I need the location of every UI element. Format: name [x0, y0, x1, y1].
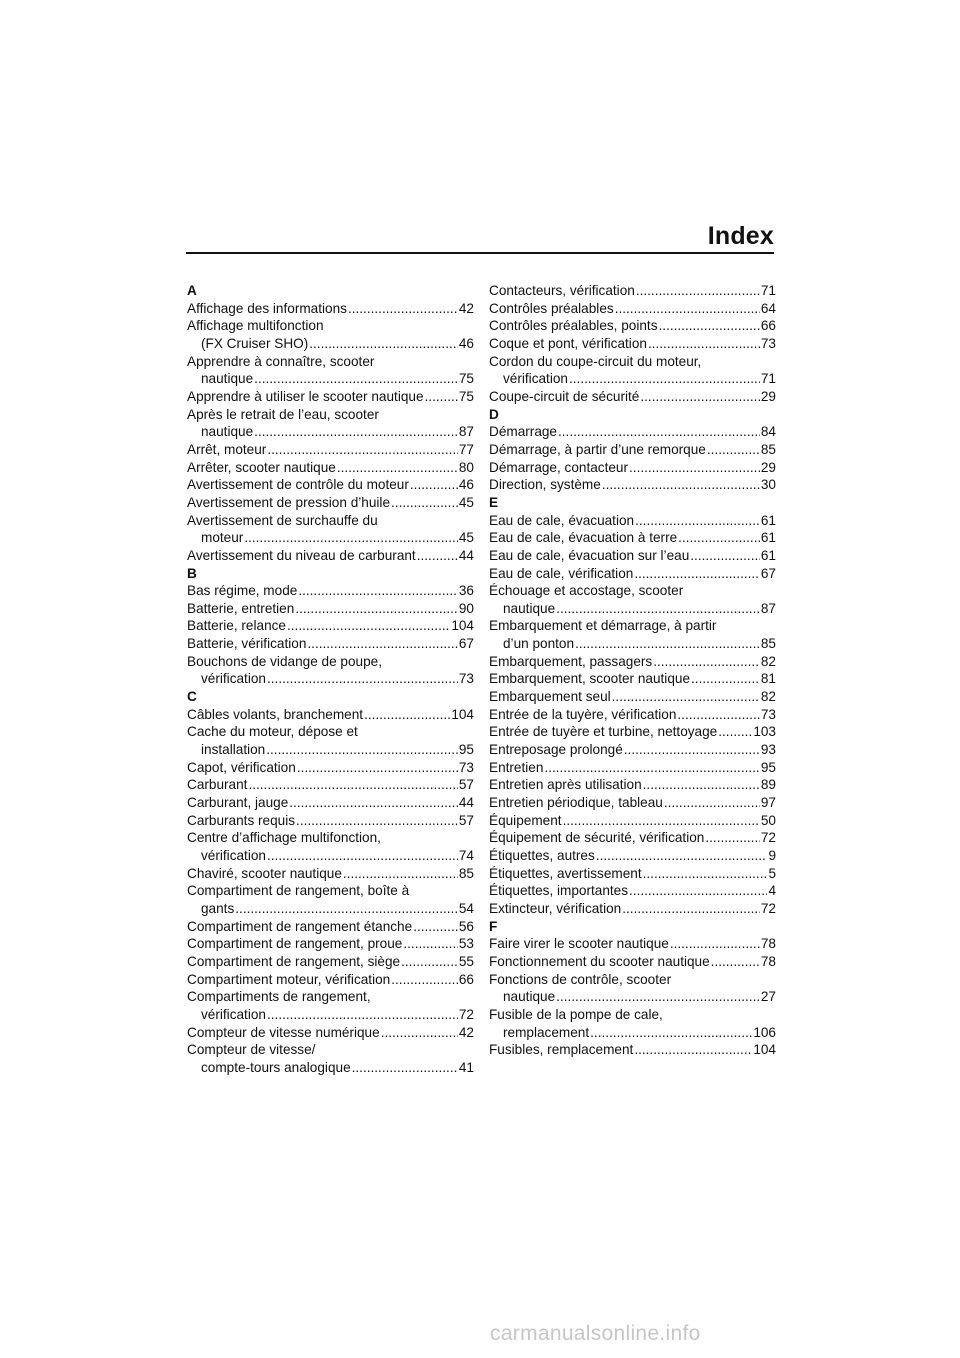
entry-text: Embarquement, scooter nautique	[489, 671, 691, 687]
dot-leader	[648, 335, 760, 353]
dot-leader	[556, 988, 760, 1006]
entry-text: Équipement	[489, 812, 562, 828]
page-number: 75	[458, 371, 474, 387]
dot-leader	[718, 723, 752, 741]
page-number: 72	[760, 830, 776, 846]
index-entry-line: Bouchons de vidange de poupe,	[187, 653, 383, 669]
index-entry-line: Compartiment de rangement, boîte à	[187, 883, 410, 899]
index-entry	[187, 1059, 474, 1077]
entry-text: Étiquettes, avertissement	[489, 865, 642, 881]
page-number: 55	[458, 953, 474, 969]
page-number: 27	[760, 989, 776, 1005]
entry-text: Batterie, relance	[187, 618, 286, 634]
page-number: 95	[760, 759, 776, 775]
dot-leader	[254, 423, 458, 441]
entry-text: Avertissement de contrôle du moteur	[187, 477, 409, 493]
watermark: carmanualsonline.info	[490, 1322, 701, 1345]
index-entry	[187, 617, 474, 635]
dot-leader	[297, 759, 458, 777]
dot-leader	[622, 900, 760, 918]
page-number: 73	[458, 759, 474, 775]
dot-leader	[401, 953, 458, 971]
entry-text: nautique	[201, 424, 254, 440]
page-number: 72	[458, 1006, 474, 1022]
index-entry	[489, 565, 776, 583]
dot-leader	[296, 812, 458, 830]
page-number: 36	[458, 583, 474, 599]
index-entry	[187, 741, 474, 759]
dot-leader	[403, 935, 458, 953]
dot-leader	[298, 582, 458, 600]
page-number: 54	[458, 900, 474, 916]
entry-text: Démarrage	[489, 424, 557, 440]
index-entry	[489, 829, 776, 847]
dot-leader	[267, 441, 458, 459]
index-entry	[489, 459, 776, 477]
index-column-right	[489, 282, 776, 1059]
entry-text: Démarrage, à partir d’une remorque	[489, 441, 706, 457]
entry-text: Eau de cale, évacuation à terre	[489, 530, 678, 546]
index-entry	[489, 723, 776, 741]
entry-text: Embarquement, passagers	[489, 653, 653, 669]
entry-text: Fonctionnement du scooter nautique	[489, 953, 710, 969]
entry-text: Compteur de vitesse numérique	[187, 1024, 380, 1040]
index-entry	[187, 635, 474, 653]
entry-text: nautique	[503, 600, 556, 616]
entry-text: Équipement de sécurité, vérification	[489, 830, 705, 846]
dot-leader	[558, 423, 760, 441]
dot-leader	[556, 600, 760, 618]
dot-leader	[544, 759, 759, 777]
page-number: 44	[458, 795, 474, 811]
page-number: 29	[760, 459, 776, 475]
page-number: 81	[760, 671, 776, 687]
index-entry	[187, 476, 474, 494]
page-number: 82	[760, 653, 776, 669]
entry-text: vérification	[503, 371, 568, 387]
entry-text: gants	[201, 900, 235, 916]
page-number: 106	[753, 1024, 776, 1040]
page-number: 74	[458, 848, 474, 863]
index-entry	[489, 547, 776, 565]
section-letter: C	[187, 689, 197, 705]
index-entry	[187, 794, 474, 812]
index-entry	[187, 441, 474, 459]
dot-leader	[629, 459, 760, 477]
entry-text: (FX Cruiser SHO)	[201, 335, 309, 351]
entry-text: Direction, système	[489, 477, 601, 493]
index-entry	[489, 706, 776, 724]
entry-text: Batterie, entretien	[187, 600, 295, 616]
dot-leader	[352, 1059, 458, 1077]
index-entry-line: Compartiments de rangement,	[187, 989, 371, 1005]
index-entry	[489, 635, 776, 653]
index-entry-line: Centre d’affichage multifonction,	[187, 830, 381, 846]
dot-leader	[343, 865, 458, 883]
entry-text: d’un ponton	[503, 636, 575, 652]
page-number: 67	[760, 565, 776, 581]
page-number: 85	[458, 865, 474, 881]
page-number: 71	[760, 283, 776, 298]
entry-text: Compartiment de rangement, proue	[187, 936, 403, 952]
dot-leader	[337, 459, 458, 477]
page-number: 45	[458, 494, 474, 510]
page-number: 87	[760, 600, 776, 616]
page-number: 46	[458, 477, 474, 493]
index-entry	[187, 776, 474, 794]
page-number: 80	[458, 459, 474, 475]
page-number: 57	[458, 777, 474, 793]
dot-leader	[602, 476, 760, 494]
index-entry	[187, 335, 474, 353]
entry-text: Batterie, vérification	[187, 636, 307, 652]
entry-text: Capot, vérification	[187, 759, 296, 775]
index-entry	[489, 670, 776, 688]
index-entry	[489, 370, 776, 388]
dot-leader	[590, 1024, 752, 1042]
index-entry-line: Échouage et accostage, scooter	[489, 583, 684, 599]
index-entry	[489, 688, 776, 706]
index-entry	[489, 794, 776, 812]
entry-text: Contrôles préalables	[489, 300, 614, 316]
index-entry-line: Cache du moteur, dépose et	[187, 724, 358, 740]
entry-text: vérification	[201, 848, 266, 863]
index-entry	[489, 388, 776, 406]
page-number: 41	[458, 1059, 474, 1075]
index-entry-line: Cordon du coupe-circuit du moteur,	[489, 353, 702, 369]
entry-text: Coque et pont, vérification	[489, 335, 647, 351]
dot-leader	[391, 971, 458, 989]
dot-leader	[391, 494, 458, 512]
entry-text: Affichage des informations	[187, 300, 347, 316]
dot-leader	[235, 900, 458, 918]
entry-text: Entretien	[489, 759, 544, 775]
section-letter: A	[187, 283, 197, 298]
page-number: 66	[458, 971, 474, 987]
dot-leader	[690, 547, 760, 565]
entry-text: Embarquement seul	[489, 689, 611, 705]
dot-leader	[653, 653, 760, 671]
index-entry	[187, 370, 474, 388]
index-entry	[489, 900, 776, 918]
entry-text: vérification	[201, 671, 266, 687]
dot-leader	[705, 829, 760, 847]
page-number: 104	[753, 1042, 776, 1058]
section-letter: F	[489, 918, 498, 934]
index-entry-line: Fonctions de contrôle, scooter	[489, 971, 672, 987]
entry-text: Carburant	[187, 777, 248, 793]
page-number: 93	[760, 742, 776, 758]
index-entry	[489, 882, 776, 900]
entry-text: Entrée de la tuyère, vérification	[489, 706, 677, 722]
dot-leader	[425, 388, 458, 406]
dot-leader	[670, 935, 760, 953]
page-number: 45	[458, 530, 474, 546]
page-number: 85	[760, 441, 776, 457]
page-number: 73	[458, 671, 474, 687]
dot-leader	[640, 388, 760, 406]
entry-text: Eau de cale, évacuation	[489, 512, 635, 528]
page-number: 72	[760, 900, 776, 916]
index-entry	[187, 670, 474, 688]
index-entry	[489, 653, 776, 671]
entry-text: Contacteurs, vérification	[489, 283, 635, 298]
entry-text: Compartiment de rangement étanche	[187, 918, 413, 934]
index-entry-line: Après le retrait de l’eau, scooter	[187, 406, 379, 422]
entry-text: nautique	[201, 371, 254, 387]
index-entry	[489, 759, 776, 777]
index-entry-line: Embarquement et démarrage, à partir	[489, 618, 717, 634]
page-number: 56	[458, 918, 474, 934]
entry-text: Avertissement du niveau de carburant	[187, 547, 416, 563]
page-number: 77	[458, 441, 474, 457]
index-entry	[489, 812, 776, 830]
index-entry	[489, 512, 776, 530]
index-entry	[187, 759, 474, 777]
page-number: 9	[768, 848, 776, 863]
index-entry	[489, 776, 776, 794]
index-entry-line: Fusible de la pompe de cale,	[489, 1006, 663, 1022]
dot-leader	[307, 635, 457, 653]
dot-leader	[643, 865, 768, 883]
entry-text: Arrêter, scooter nautique	[187, 459, 336, 475]
index-entry	[187, 600, 474, 618]
index-entry	[489, 1041, 776, 1059]
page-number: 61	[760, 512, 776, 528]
index-entry-line: Avertissement de surchauffe du	[187, 512, 378, 528]
page-number: 85	[760, 636, 776, 652]
entry-text: Faire virer le scooter nautique	[489, 936, 669, 952]
dot-leader	[575, 635, 760, 653]
index-entry	[489, 529, 776, 547]
entry-text: Carburant, jauge	[187, 795, 289, 811]
index-entry-line: Apprendre à connaître, scooter	[187, 353, 375, 369]
page-number: 50	[760, 812, 776, 828]
dot-leader	[289, 794, 458, 812]
dot-leader	[410, 476, 458, 494]
index-entry	[489, 600, 776, 618]
entry-text: Contrôles préalables, points	[489, 318, 658, 334]
dot-leader	[381, 1024, 458, 1042]
page-number: 89	[760, 777, 776, 793]
page-number: 78	[760, 953, 776, 969]
index-entry	[489, 423, 776, 441]
page-number: 66	[760, 318, 776, 334]
index-entry	[187, 494, 474, 512]
index-entry	[187, 706, 474, 724]
entry-text: compte-tours analogique	[201, 1059, 351, 1075]
index-entry	[489, 282, 776, 300]
page-number: 90	[458, 600, 474, 616]
entry-text: moteur	[201, 530, 244, 546]
dot-leader	[364, 706, 450, 724]
index-entry	[187, 935, 474, 953]
title-rule	[186, 252, 774, 254]
index-entry	[489, 953, 776, 971]
page-number: 71	[760, 371, 776, 387]
index-entry	[187, 1006, 474, 1024]
index-entry	[187, 847, 474, 865]
entry-text: Entretien après utilisation	[489, 777, 642, 793]
dot-leader	[659, 317, 760, 335]
page-number: 4	[768, 883, 776, 899]
index-entry	[187, 953, 474, 971]
index-entry	[187, 423, 474, 441]
index-entry	[489, 300, 776, 318]
entry-text: Eau de cale, évacuation sur l’eau	[489, 547, 690, 563]
entry-text: Étiquettes, autres	[489, 848, 595, 863]
dot-leader	[634, 1041, 752, 1059]
page-number: 104	[451, 706, 474, 722]
page-title: Index	[707, 222, 774, 250]
index-entry	[489, 441, 776, 459]
dot-leader	[711, 953, 760, 971]
page-number: 75	[458, 388, 474, 404]
dot-leader	[254, 370, 458, 388]
dot-leader	[348, 300, 458, 318]
page-number: 57	[458, 812, 474, 828]
entry-text: Compartiment moteur, vérification	[187, 971, 391, 987]
dot-leader	[267, 847, 458, 865]
page-number: 5	[768, 865, 776, 881]
dot-leader	[309, 335, 458, 353]
entry-text: Chaviré, scooter nautique	[187, 865, 342, 881]
dot-leader	[248, 776, 457, 794]
page-number: 104	[451, 618, 474, 634]
dot-leader	[267, 1006, 458, 1024]
section-letter: D	[489, 406, 499, 422]
index-entry	[489, 335, 776, 353]
entry-text: installation	[201, 742, 266, 758]
page-number: 44	[458, 547, 474, 563]
page-number: 30	[760, 477, 776, 493]
page-number: 95	[458, 742, 474, 758]
index-entry	[489, 1024, 776, 1042]
entry-text: Câbles volants, branchement	[187, 706, 364, 722]
index-entry	[187, 388, 474, 406]
page-number: 67	[458, 636, 474, 652]
page-number: 84	[760, 424, 776, 440]
index-entry	[187, 459, 474, 477]
dot-leader	[707, 441, 760, 459]
entry-text: Arrêt, moteur	[187, 441, 267, 457]
index-entry	[187, 300, 474, 318]
index-entry	[187, 1024, 474, 1042]
entry-text: Extincteur, vérification	[489, 900, 622, 916]
page-number: 73	[760, 706, 776, 722]
index-entry	[187, 900, 474, 918]
index-entry	[187, 582, 474, 600]
dot-leader	[643, 776, 760, 794]
dot-leader	[636, 282, 760, 300]
dot-leader	[664, 794, 760, 812]
dot-leader	[413, 918, 458, 936]
dot-leader	[417, 547, 458, 565]
page-number: 61	[760, 530, 776, 546]
dot-leader	[596, 847, 768, 865]
page-number: 87	[458, 424, 474, 440]
entry-text: nautique	[503, 989, 556, 1005]
entry-text: Étiquettes, importantes	[489, 883, 629, 899]
page-number: 29	[760, 388, 776, 404]
dot-leader	[635, 512, 760, 530]
index-entry	[489, 847, 776, 865]
entry-text: Bas régime, mode	[187, 583, 298, 599]
index-entry	[489, 988, 776, 1006]
entry-text: Entreposage prolongé	[489, 742, 623, 758]
index-entry	[187, 529, 474, 547]
dot-leader	[629, 882, 767, 900]
entry-text: Entrée de tuyère et turbine, nettoyage	[489, 724, 718, 740]
dot-leader	[615, 300, 760, 318]
entry-text: vérification	[201, 1006, 266, 1022]
index-entry	[187, 865, 474, 883]
page-number: 64	[760, 300, 776, 316]
index-entry-line: Compteur de vitesse/	[187, 1042, 316, 1058]
entry-text: Eau de cale, vérification	[489, 565, 634, 581]
section-letter: B	[187, 565, 197, 581]
page-number: 61	[760, 547, 776, 563]
dot-leader	[267, 670, 458, 688]
entry-text: Avertissement de pression d’huile	[187, 494, 391, 510]
entry-text: Fusibles, remplacement	[489, 1042, 634, 1058]
index-entry	[489, 476, 776, 494]
index-entry	[489, 741, 776, 759]
entry-text: Apprendre à utiliser le scooter nautique	[187, 388, 424, 404]
dot-leader	[244, 529, 458, 547]
index-entry	[489, 935, 776, 953]
index-entry	[489, 317, 776, 335]
entry-text: Carburants requis	[187, 812, 296, 828]
entry-text: remplacement	[503, 1024, 590, 1040]
entry-text: Entretien périodique, tableau	[489, 795, 663, 811]
index-entry	[187, 812, 474, 830]
dot-leader	[266, 741, 458, 759]
index-entry	[187, 547, 474, 565]
dot-leader	[624, 741, 760, 759]
index-entry-line: Affichage multifonction	[187, 318, 324, 334]
dot-leader	[691, 670, 760, 688]
entry-text: Démarrage, contacteur	[489, 459, 629, 475]
page-number: 97	[760, 795, 776, 811]
page-number: 73	[760, 335, 776, 351]
dot-leader	[612, 688, 760, 706]
page-number: 42	[458, 1024, 474, 1040]
dot-leader	[678, 529, 760, 547]
page-number: 46	[458, 335, 474, 351]
entry-text: Compartiment de rangement, siège	[187, 953, 401, 969]
dot-leader	[677, 706, 759, 724]
page-number: 82	[760, 689, 776, 705]
entry-text: Coupe-circuit de sécurité	[489, 388, 640, 404]
dot-leader	[563, 812, 760, 830]
dot-leader	[295, 600, 458, 618]
index-entry	[187, 971, 474, 989]
index-column-left	[187, 282, 474, 1077]
dot-leader	[569, 370, 760, 388]
dot-leader	[634, 565, 760, 583]
page-number: 103	[753, 724, 776, 740]
index-entry	[187, 918, 474, 936]
page-number: 53	[458, 936, 474, 952]
dot-leader	[287, 617, 450, 635]
index-entry	[489, 865, 776, 883]
page-number: 42	[458, 300, 474, 316]
page-number: 78	[760, 936, 776, 952]
section-letter: E	[489, 494, 499, 510]
